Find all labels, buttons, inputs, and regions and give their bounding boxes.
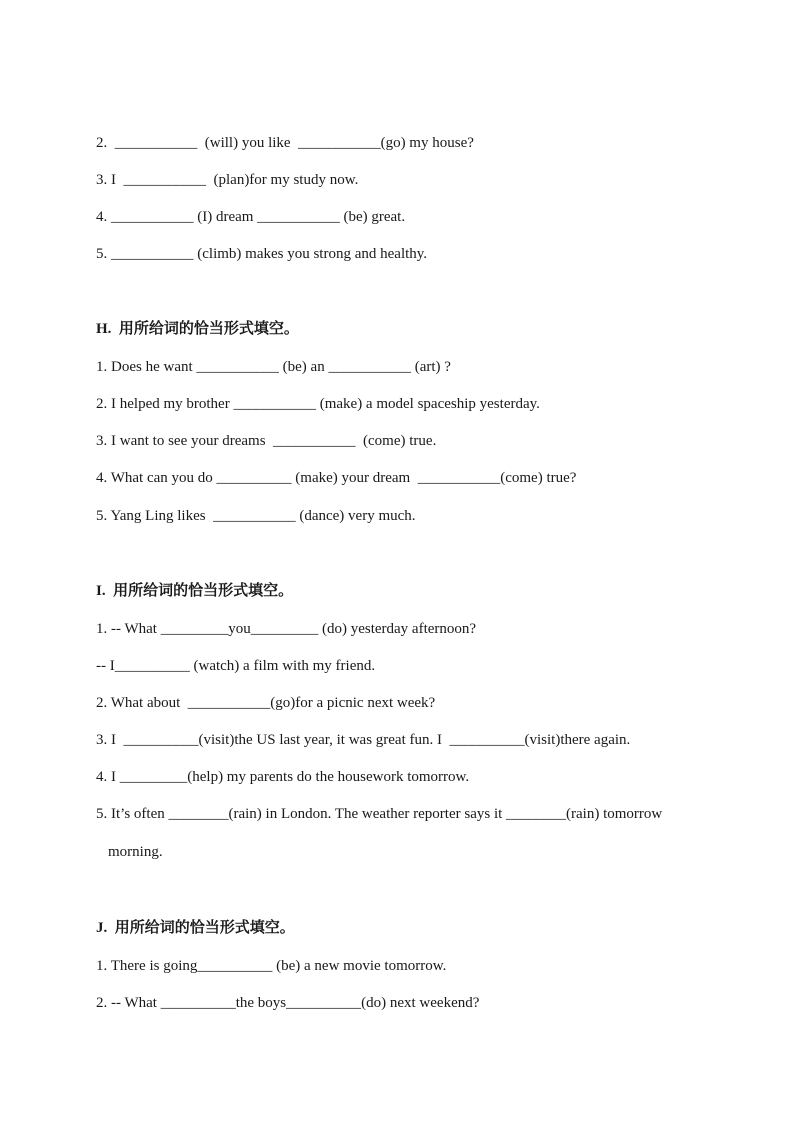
question-i-1: 1. -- What _________you_________ (do) yesterday afternoon?	[96, 621, 477, 637]
question-j-2: 2. -- What __________the boys__________(do) next weekend?	[96, 995, 480, 1011]
question-i-5-continuation: morning.	[108, 844, 163, 860]
question-g-2: 2. ___________ (will) you like ___________(go) my house?	[96, 135, 474, 151]
section-j-heading: J. 用所给词的恰当形式填空。	[96, 920, 295, 936]
question-i-2: 2. What about ___________(go)for a picnic next week?	[96, 695, 436, 711]
question-h-3: 3. I want to see your dreams ___________ (come) true.	[96, 433, 437, 449]
question-i-5: 5. It’s often ________(rain) in London. The weather reporter says it ________(rain) tomorrow	[96, 806, 663, 822]
question-h-4: 4. What can you do __________ (make) your dream ___________(come) true?	[96, 470, 577, 486]
question-h-2: 2. I helped my brother ___________ (make) a model spaceship yesterday.	[96, 396, 540, 412]
question-i-4: 4. I _________(help) my parents do the housework tomorrow.	[96, 769, 470, 785]
question-j-1: 1. There is going__________ (be) a new movie tomorrow.	[96, 958, 447, 974]
question-i-1-reply: -- I__________ (watch) a film with my friend.	[96, 658, 376, 674]
question-g-3: 3. I ___________ (plan)for my study now.	[96, 172, 359, 188]
question-h-5: 5. Yang Ling likes ___________ (dance) very much.	[96, 508, 416, 524]
question-g-5: 5. ___________ (climb) makes you strong and healthy.	[96, 246, 428, 262]
question-g-4: 4. ___________ (I) dream ___________ (be) great.	[96, 209, 406, 225]
question-h-1: 1. Does he want ___________ (be) an ___________ (art) ?	[96, 359, 451, 375]
section-h-heading: H. 用所给词的恰当形式填空。	[96, 321, 299, 337]
section-i-heading: I. 用所给词的恰当形式填空。	[96, 583, 294, 599]
question-i-3: 3. I __________(visit)the US last year, it was great fun. I __________(visit)there again.	[96, 732, 631, 748]
